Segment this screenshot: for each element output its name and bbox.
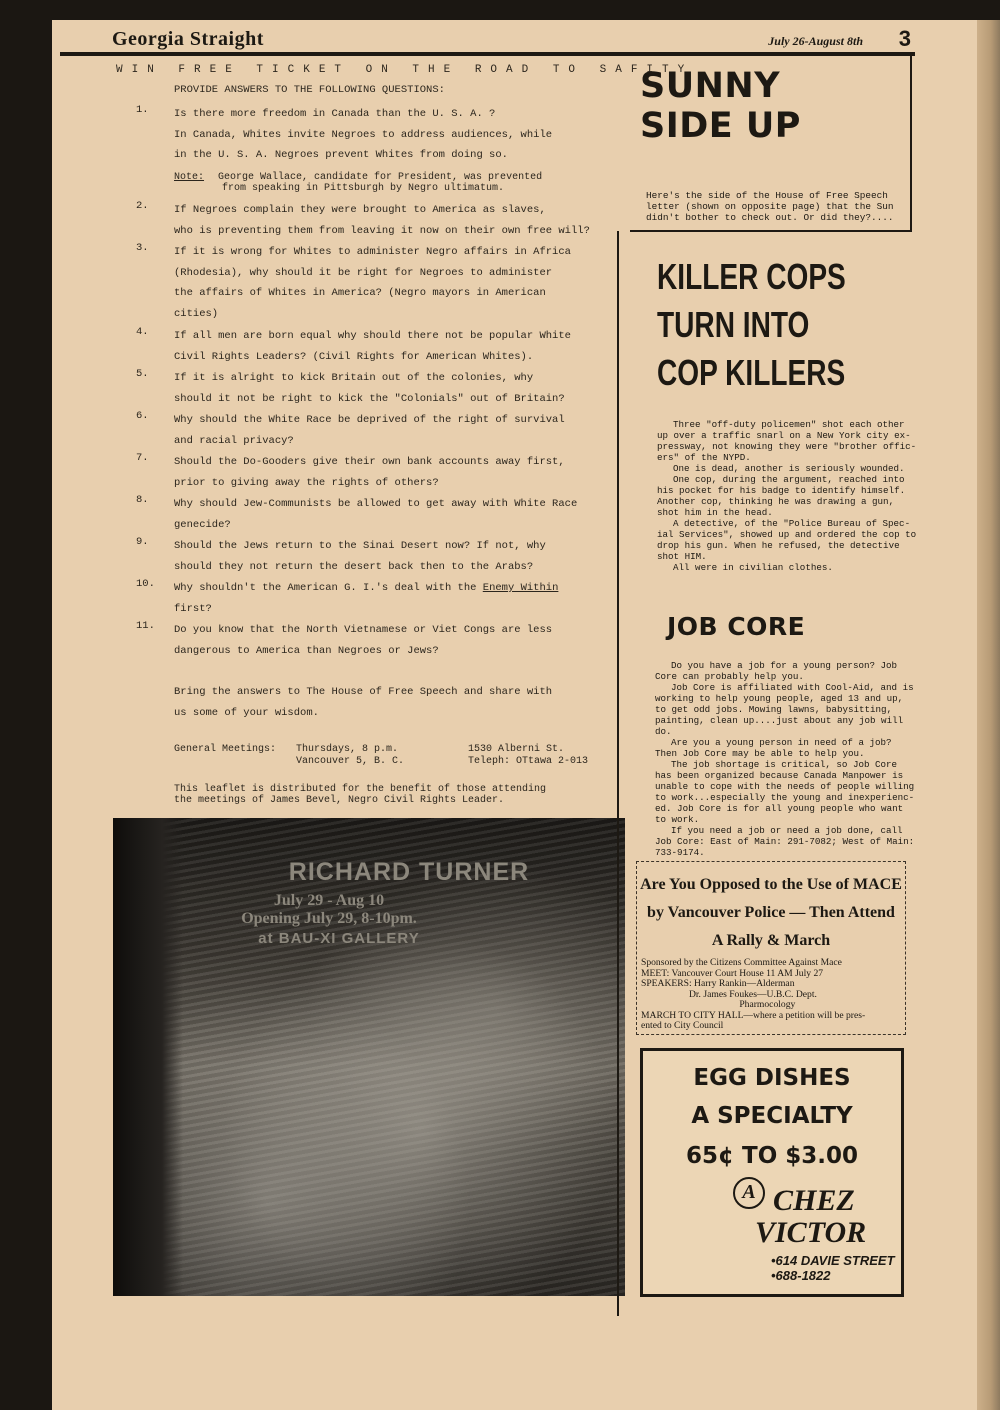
question-line: should they not return the desert back then to the Arabs? xyxy=(174,560,534,573)
question-line: If all men are born equal why should there not be popular White xyxy=(174,330,571,342)
leaflet-closing xyxy=(174,682,614,723)
question-number: 10. xyxy=(136,578,155,590)
detail-line: SPEAKERS: Harry Rankin—Alderman xyxy=(641,978,795,989)
detail-line: MEET: Vancouver Court House 11 AM July 27 xyxy=(641,967,824,979)
gallery-venue: at BAU-XI GALLERY xyxy=(258,930,420,947)
question-line: cities) xyxy=(174,307,219,320)
body-line: Then Job Core may be able to help you. xyxy=(655,748,865,759)
question-number: 8. xyxy=(136,494,149,506)
mace-rally-ad xyxy=(636,861,906,1035)
body-line: shot HIM. xyxy=(657,551,707,562)
chez-phone: •688-1822 xyxy=(771,1268,831,1283)
question-number: 7. xyxy=(136,452,149,464)
underlined-phrase: Enemy Within xyxy=(482,582,559,594)
gallery-ad-photo xyxy=(113,818,625,1296)
body-line: up over a traffic snarl on a New York city ex- xyxy=(657,430,911,441)
body-line: One cop, during the argument, reached into xyxy=(673,474,905,485)
question-line: prior to giving away the rights of others? xyxy=(174,476,439,489)
page-number: 3 xyxy=(898,26,911,51)
meetings-when: Thursdays, 8 p.m. xyxy=(296,744,399,755)
text-line: Here's the side of the House of Free Speech xyxy=(646,190,888,201)
question-line: and racial privacy? xyxy=(174,434,294,447)
question-line: Why should the White Race be deprived of the right of survival xyxy=(174,414,565,426)
body-line: The job shortage is critical, so Job Core xyxy=(671,759,898,770)
question-line: If it is alright to kick Britain out of the colonies, why xyxy=(174,372,534,384)
distribution-note xyxy=(174,784,614,806)
headline-line: COP KILLERS xyxy=(657,352,846,393)
question-number: 4. xyxy=(136,326,149,338)
sunny-headline xyxy=(640,66,801,146)
question-line: If Negroes complain they were brought to America as slaves, xyxy=(174,204,546,216)
question-line: Civil Rights Leaders? (Civil Rights for American Whites). xyxy=(174,350,534,363)
text-line: didn't bother to check out. Or did they?.... xyxy=(646,212,894,223)
closing-line: us some of your wisdom. xyxy=(174,706,319,719)
question-line: the affairs of Whites in America? (Negro mayors in American xyxy=(174,287,546,299)
question-line: If it is wrong for Whites to administer Negro affairs in Africa xyxy=(174,246,571,258)
distribution-line: This leaflet is distributed for the benefit of those attending xyxy=(174,784,547,795)
body-line: working to help young people, aged 13 and up, xyxy=(655,693,904,704)
question-line: Why should Jew-Communists be allowed to get away with White Race xyxy=(174,498,578,510)
meetings-phone: Teleph: OTtawa 2-013 xyxy=(468,756,589,767)
egg-ad-line: EGG DISHES xyxy=(693,1065,851,1091)
question-number: 1. xyxy=(136,104,149,116)
body-line: to work. xyxy=(655,814,700,825)
body-line: If you need a job or need a job done, call xyxy=(671,825,903,836)
name-line: VICTOR xyxy=(755,1216,867,1249)
detail-line: Dr. James Foukes—U.B.C. Dept. xyxy=(641,988,817,1000)
question-line: should it not be right to kick the "Colonials" out of Britain? xyxy=(174,392,565,405)
body-line: Job Core: East of Main: 291-7082; West of Main: xyxy=(655,836,915,847)
note-label: Note: xyxy=(174,172,205,183)
leaflet-title: WIN FREE TICKET ON THE ROAD TO SAFITY xyxy=(116,64,694,76)
body-line: has been organized because Canada Manpower is xyxy=(655,770,904,781)
body-line: to get odd jobs. Mowing lawns, babysitting, xyxy=(655,704,893,715)
headline-line: KILLER COPS xyxy=(657,256,846,297)
adjacent-page-edge xyxy=(977,20,1000,1410)
egg-ad-line: A SPECIALTY xyxy=(691,1103,853,1129)
chez-victor-contact xyxy=(771,1253,895,1283)
body-line: ed. Job Core is for all young people who want xyxy=(655,803,904,814)
question-line: (Rhodesia), why should it be right for Negroes to administer xyxy=(174,266,553,279)
question-line: Why shouldn't the American G. I.'s deal with the xyxy=(174,582,483,594)
body-line: Another cop, thinking he was drawing a gun, xyxy=(657,496,895,507)
body-line: ers" of the NYPD. xyxy=(657,452,751,463)
body-line: 733-9174. xyxy=(655,847,705,858)
question-line: Do you know that the North Vietnamese or Viet Congs are less xyxy=(174,624,553,636)
question-number: 9. xyxy=(136,536,149,548)
chez-victor-ad xyxy=(640,1048,904,1297)
question-line: dangerous to America than Negroes or Jews? xyxy=(174,644,439,657)
headline-line: SUNNY xyxy=(640,66,781,106)
question-number: 5. xyxy=(136,368,149,380)
headline-line: TURN INTO xyxy=(657,304,810,345)
detail-line: Pharmocology xyxy=(641,999,796,1010)
question-line: first? xyxy=(174,602,212,615)
mace-details xyxy=(641,958,903,1032)
body-line: his pocket for his badge to identify himself. xyxy=(657,485,906,496)
question-line: genecide? xyxy=(174,518,231,531)
question-number: 11. xyxy=(136,620,155,632)
meetings-city: Vancouver 5, B. C. xyxy=(296,756,405,767)
body-line: All were in civilian clothes. xyxy=(673,562,833,573)
chez-victor-name xyxy=(755,1184,867,1249)
question-line: Should the Jews return to the Sinai Desert now? If not, why xyxy=(174,540,546,552)
leaflet-subtitle: PROVIDE ANSWERS TO THE FOLLOWING QUESTIONS: xyxy=(174,84,445,96)
body-line: to work...especially the young and inexperienc- xyxy=(655,792,915,803)
chez-victor-logo-icon: A xyxy=(733,1177,765,1209)
masthead-date: July 26-August 8th xyxy=(768,34,863,48)
body-line: shot him in the head. xyxy=(657,507,773,518)
name-line: CHEZ xyxy=(773,1184,855,1217)
body-line: do. xyxy=(655,726,672,737)
body-line: painting, clean up....just about any job will xyxy=(655,715,904,726)
gallery-artist: RICHARD TURNER xyxy=(288,858,530,886)
detail-line: Sponsored by the Citizens Committee Against Mace xyxy=(641,957,842,968)
job-core-body xyxy=(655,660,915,858)
body-line: unable to cope with the needs of people willing xyxy=(655,781,915,792)
text-line: letter (shown on opposite page) that the Sun xyxy=(646,201,894,212)
question-line: who is preventing them from leaving it now on their own free will? xyxy=(174,224,590,237)
mace-headline-line: A Rally & March xyxy=(711,932,831,949)
egg-ad-price: 65¢ TO $3.00 xyxy=(685,1143,859,1169)
question-number: 6. xyxy=(136,410,149,422)
mace-headline-line: Are You Opposed to the Use of MACE xyxy=(640,876,902,893)
body-line: A detective, of the "Police Bureau of Spec- xyxy=(673,518,911,529)
headline-line: SIDE UP xyxy=(640,106,801,146)
body-line: Do you have a job for a young person? Job xyxy=(671,660,898,671)
gallery-opening: Opening July 29, 8-10pm. xyxy=(241,910,417,927)
killer-cops-body xyxy=(657,419,917,573)
body-line: ial Services", showed up and ordered the cop to xyxy=(657,529,917,540)
question-line: Is there more freedom in Canada than the U. S. A. ? xyxy=(174,108,496,120)
sunny-text xyxy=(646,190,908,223)
chez-address: •614 DAVIE STREET xyxy=(771,1253,895,1268)
body-line: Are you a young person in need of a job? xyxy=(671,737,892,748)
meetings-label: General Meetings: xyxy=(174,744,277,755)
detail-line: ented to City Council xyxy=(641,1020,724,1031)
note-line: George Wallace, candidate for President, was prevented xyxy=(218,172,543,183)
body-line: pressway, not knowing they were "brother offic- xyxy=(657,441,917,452)
body-line: Job Core is affiliated with Cool-Aid, and is xyxy=(671,682,914,693)
body-line: Core can probably help you. xyxy=(655,671,804,682)
note-line: from speaking in Pittsburgh by Negro ultimatum. xyxy=(222,183,505,194)
question-line: In Canada, Whites invite Negroes to address audiences, while xyxy=(174,128,553,141)
wallace-note xyxy=(174,172,614,194)
mace-headline-line: by Vancouver Police — Then Attend xyxy=(647,904,895,921)
detail-line: MARCH TO CITY HALL—where a petition will be pres- xyxy=(641,1009,866,1021)
question-line: in the U. S. A. Negroes prevent Whites from doing so. xyxy=(174,149,508,161)
question-number: 3. xyxy=(136,242,149,254)
body-line: Three "off-duty policemen" shot each other xyxy=(673,419,905,430)
body-line: One is dead, another is seriously wounded. xyxy=(673,463,905,474)
meetings-address: 1530 Alberni St. xyxy=(468,744,565,755)
masthead-title: Georgia Straight xyxy=(112,28,264,50)
job-core-headline: JOB CORE xyxy=(667,612,806,641)
body-line: drop his gun. When he refused, the detective xyxy=(657,540,900,551)
question-line: Should the Do-Gooders give their own bank accounts away first, xyxy=(174,456,565,468)
distribution-line: the meetings of James Bevel, Negro Civil Rights Leader. xyxy=(174,795,505,806)
sunny-side-box xyxy=(630,52,912,232)
ship-hull-shadow xyxy=(113,818,183,1296)
gallery-dates: July 29 - Aug 10 xyxy=(273,892,385,909)
killer-cops-headline xyxy=(657,253,846,397)
question-number: 2. xyxy=(136,200,149,212)
closing-line: Bring the answers to The House of Free Speech and share with xyxy=(174,686,553,698)
